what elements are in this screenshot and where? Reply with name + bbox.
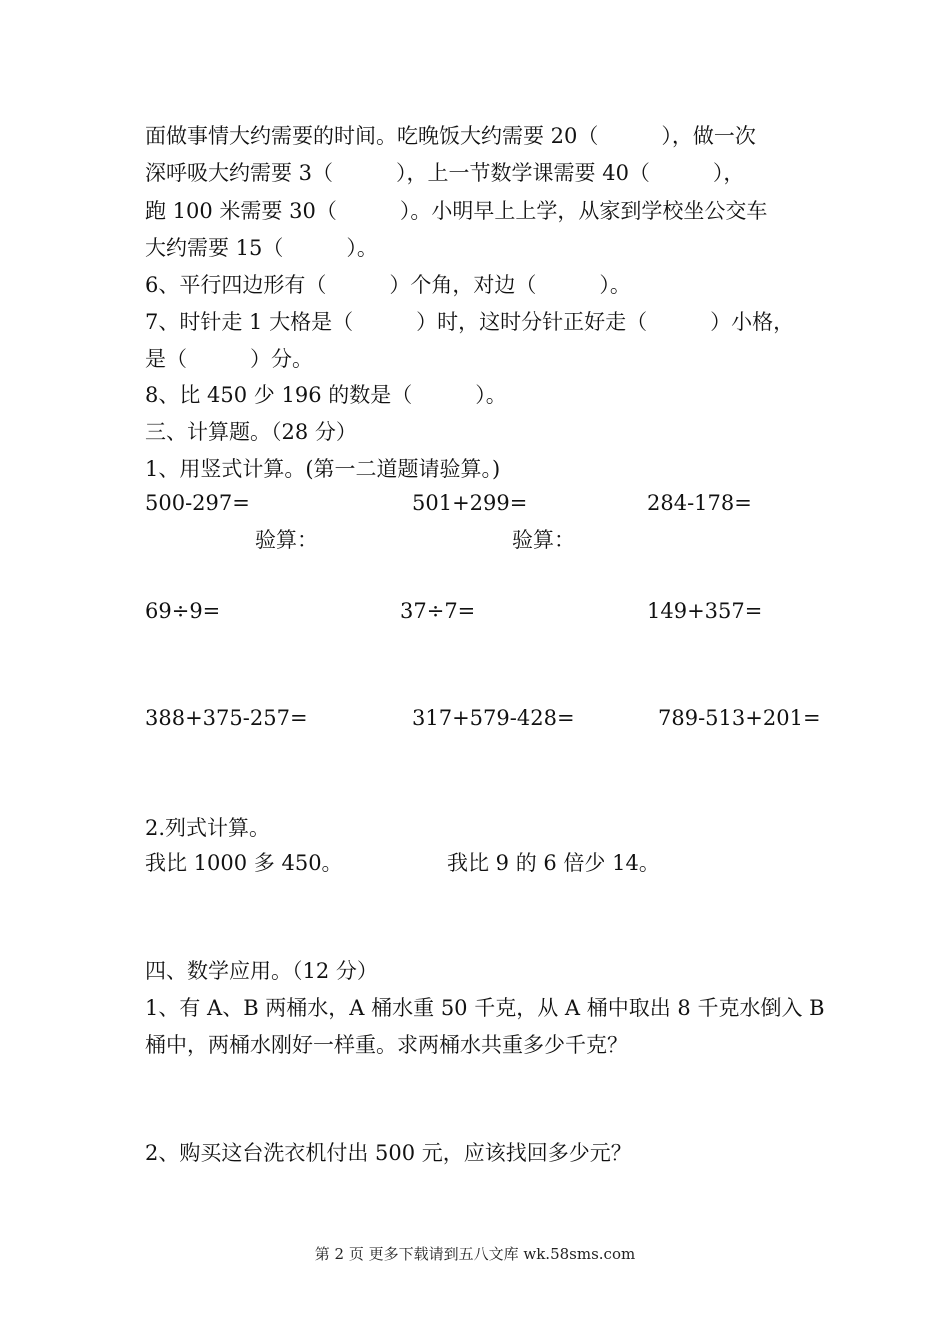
calc-item: 500-297= xyxy=(145,491,250,515)
formula-item: 我比 9 的 6 倍少 14。 xyxy=(447,851,660,875)
application-q1-line-2: 桶中，两桶水刚好一样重。求两桶水共重多少千克？ xyxy=(145,1033,628,1057)
q5-line-1: 面做事情大约需要的时间。吃晚饭大约需要 20（ ），做一次 xyxy=(145,124,756,148)
question-8: 8、比 450 少 196 的数是（ ）。 xyxy=(145,383,507,407)
calc-item: 37÷7= xyxy=(400,599,476,623)
calc-item: 501+299= xyxy=(412,491,528,515)
page-footer: 第 2 页 更多下载请到五八文库 wk.58sms.com xyxy=(314,1245,636,1263)
calc-item: 284-178= xyxy=(647,491,752,515)
formula-item: 我比 1000 多 450。 xyxy=(145,851,343,875)
application-q1-line-1: 1、有 A、B 两桶水，A 桶水重 50 千克，从 A 桶中取出 8 千克水倒入 B xyxy=(145,996,825,1020)
q5-line-3: 跑 100 米需要 30（ ）。小明早上上学，从家到学校坐公交车 xyxy=(145,199,768,223)
application-q2: 2、购买这台洗衣机付出 500 元，应该找回多少元？ xyxy=(145,1141,632,1165)
question-6: 6、平行四边形有（ ）个角，对边（ ）。 xyxy=(145,273,631,297)
question-7-line-2: 是（ ）分。 xyxy=(145,347,313,371)
formula-calc-title: 2.列式计算。 xyxy=(145,816,271,840)
calc-item: 317+579-428= xyxy=(412,706,575,730)
section-3-title: 三、计算题。（28 分） xyxy=(145,420,357,444)
check-label: 验算： xyxy=(512,528,575,552)
calc-item: 388+375-257= xyxy=(145,706,308,730)
vertical-calc-title: 1、用竖式计算。(第一二道题请验算。) xyxy=(145,457,501,481)
q5-line-2: 深呼吸大约需要 3（ ），上一节数学课需要 40（ ）， xyxy=(145,161,745,185)
calc-item: 149+357= xyxy=(647,599,763,623)
section-4-title: 四、数学应用。（12 分） xyxy=(145,959,378,983)
check-label: 验算： xyxy=(255,528,318,552)
question-7-line-1: 7、时针走 1 大格是（ ）时，这时分针正好走（ ）小格， xyxy=(145,310,795,334)
calc-item: 789-513+201= xyxy=(658,706,821,730)
calc-item: 69÷9= xyxy=(145,599,221,623)
q5-line-4: 大约需要 15（ ）。 xyxy=(145,236,378,260)
